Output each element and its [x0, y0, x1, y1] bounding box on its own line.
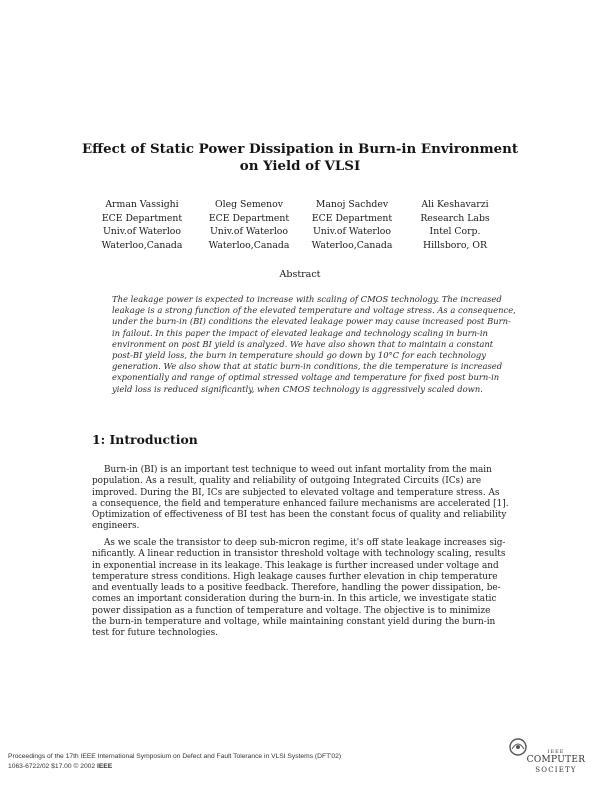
- paragraph-line: the burn-in temperature and voltage, while maintaining constant yield during the burn-in: [92, 617, 496, 628]
- author-name: Manoj Sachdev: [315, 199, 389, 210]
- paper-title: [60, 141, 540, 175]
- intro-paragraph-2: [92, 538, 512, 640]
- logo-text-society: SOCIETY: [535, 766, 577, 774]
- paragraph-line: and eventually leads to a positive feedback. Therefore, handling the power dissipation, be-: [92, 583, 501, 594]
- paragraph-line: temperature stress conditions. High leakage causes further elevation in chip temperature: [92, 571, 498, 582]
- author-4: [410, 198, 500, 252]
- paragraph-line: test for future technologies.: [92, 628, 218, 639]
- author-location: Waterloo,Canada: [101, 239, 183, 251]
- abstract-line: environment on post BI yield is analyzed. We have also shown that to maintain a constant: [112, 338, 494, 349]
- proceedings-footer: [8, 752, 341, 771]
- abstract-line: under the burn-in (BI) conditions the elevated leakage power may cause increased post Burn-: [112, 316, 511, 327]
- paragraph-line: Optimization of effectiveness of BI test has been the constant focus of quality and reliability: [92, 510, 507, 521]
- abstract-body: [112, 294, 516, 395]
- footer-ieee-brand: IEEE: [96, 762, 113, 770]
- abstract-line: leakage is a strong function of the elevated temperature and voltage stress. As a consequence,: [112, 305, 516, 316]
- paragraph-line: Burn-in (BI) is an important test technique to weed out infant mortality from the main: [104, 465, 492, 475]
- paragraph-line: improved. During the BI, ICs are subjected to elevated voltage and temperature stress. As: [92, 487, 500, 498]
- author-location: Waterloo,Canada: [311, 239, 393, 251]
- author-institution: Univ.of Waterloo: [312, 226, 392, 238]
- section-heading-introduction: 1: Introduction: [92, 432, 198, 447]
- author-affiliation: ECE Department: [101, 212, 183, 224]
- paper-title-line-2: on Yield of VLSI: [239, 158, 361, 174]
- ieee-computer-society-logo: [506, 735, 592, 783]
- author-affiliation: ECE Department: [311, 212, 393, 224]
- paper-title-line-1: Effect of Static Power Dissipation in Burn-in Environment: [81, 141, 519, 157]
- intro-paragraph-1: [92, 465, 512, 533]
- author-3: [307, 198, 397, 252]
- author-location: Hillsboro, OR: [423, 239, 487, 251]
- author-institution: Univ.of Waterloo: [102, 226, 182, 238]
- paragraph-line: comes an important consideration during the burn-in. In this article, we investigate static: [92, 594, 497, 605]
- footer-copyright-line: [8, 762, 341, 772]
- author-name: Arman Vassighi: [105, 199, 179, 210]
- author-institution: Univ.of Waterloo: [209, 226, 289, 238]
- author-name: Ali Keshavarzi: [421, 199, 489, 210]
- logo-text-computer: COMPUTER: [526, 755, 586, 765]
- abstract-line: in failout. In this paper the impact of elevated leakage and technology scaling in burn-in: [112, 327, 488, 338]
- author-name: Oleg Semenov: [214, 199, 284, 210]
- paragraph-line: nificantly. A linear reduction in transistor threshold voltage with technology scaling, results: [92, 549, 506, 560]
- author-1: [97, 198, 187, 252]
- footer-proceedings-line: Proceedings of the 17th IEEE International Symposium on Defect and Fault Tolerance in VLSI Systems (DFT'02): [8, 753, 342, 760]
- author-institution: Intel Corp.: [429, 226, 481, 238]
- abstract-line: yield loss is reduced significantly, when CMOS technology is aggressively scaled down.: [112, 383, 483, 394]
- abstract-heading: Abstract: [279, 269, 321, 280]
- logo-text-top: IEEE: [547, 749, 565, 755]
- paragraph-line: power dissipation as a function of temperature and voltage. The objective is to minimize: [92, 605, 491, 616]
- footer-copyright-text: 1063-6722/02 $17.00 © 2002: [8, 762, 96, 770]
- abstract-line: generation. We also show that at static burn-in conditions, the die temperature is increased: [112, 361, 503, 372]
- paragraph-line: As we scale the transistor to deep sub-micron regime, it's off state leakage increases sig-: [104, 538, 506, 548]
- author-affiliation: Research Labs: [420, 212, 490, 224]
- paragraph-line: population. As a result, quality and reliability of outgoing Integrated Circuits (ICs) are: [92, 476, 482, 487]
- abstract-line: exponentially and range of optimal stressed voltage and temperature for fixed post burn-in: [112, 372, 500, 383]
- paragraph-line: a consequence, the field and temperature enhanced failure mechanisms are accelerated [1].: [92, 498, 509, 509]
- author-affiliation: ECE Department: [208, 212, 290, 224]
- paragraph-line: engineers.: [92, 521, 140, 532]
- paragraph-line: in exponential increase in its leakage. This leakage is further increased under voltage and: [92, 560, 499, 571]
- author-2: [204, 198, 294, 252]
- author-location: Waterloo,Canada: [208, 239, 290, 251]
- abstract-line: The leakage power is expected to increase with scaling of CMOS technology. The increased: [112, 294, 502, 304]
- abstract-line: post-BI yield loss, the burn in temperature should go down by 10°C for each technology: [112, 350, 486, 361]
